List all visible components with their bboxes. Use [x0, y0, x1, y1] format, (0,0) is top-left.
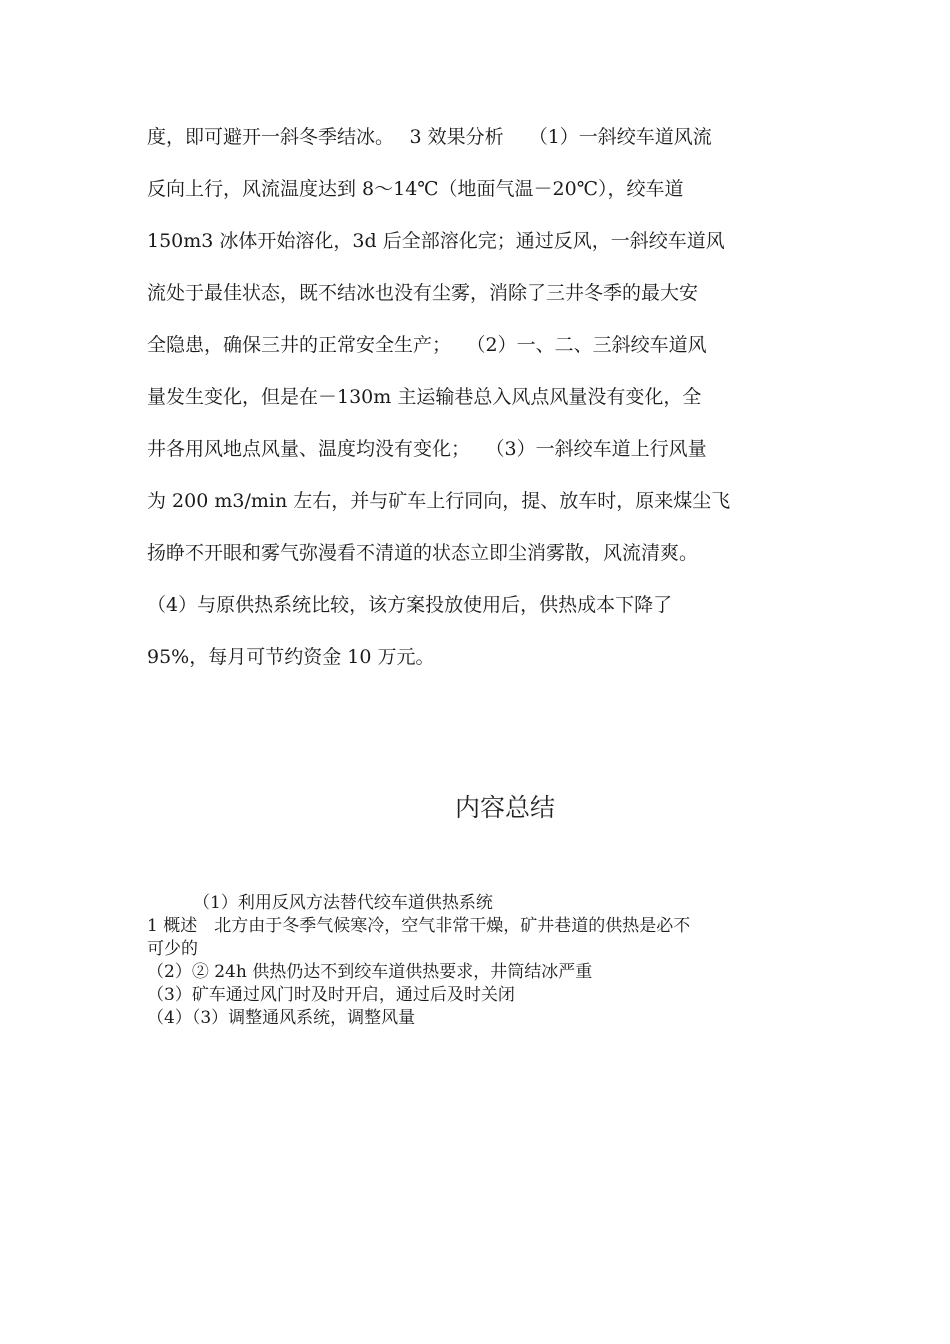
body-line: 度，即可避开一斜冬季结冰。 3 效果分析 （1）一斜绞车道风流	[147, 126, 712, 148]
summary-item: 可少的	[147, 939, 198, 959]
summary-item: （3）矿车通过风门时及时开启，通过后及时关闭	[147, 985, 515, 1005]
body-line: （4）与原供热系统比较，该方案投放使用后，供热成本下降了	[147, 594, 673, 616]
summary-item: 1 概述 北方由于冬季气候寒冷，空气非常干燥，矿井巷道的供热是必不	[147, 916, 691, 936]
body-line: 95%，每月可节约资金 10 万元。	[147, 646, 435, 668]
summary-title: 内容总结	[454, 793, 555, 822]
body-line: 量发生变化，但是在－130m 主运输巷总入风点风量没有变化，全	[147, 386, 702, 408]
body-line: 反向上行，风流温度达到 8～14℃（地面气温－20℃），绞车道	[147, 178, 684, 200]
body-line: 扬睁不开眼和雾气弥漫看不清道的状态立即尘消雾散，风流清爽。	[147, 542, 699, 564]
summary-item: （4）（3）调整通风系统，调整风量	[147, 1008, 416, 1028]
body-line: 为 200 m3/min 左右，并与矿车上行同向，提、放车时，原来煤尘飞	[147, 490, 731, 512]
body-line: 流处于最佳状态，既不结冰也没有尘雾，消除了三井冬季的最大安	[147, 282, 699, 304]
body-line: 全隐患，确保三井的正常安全生产； （2）一、二、三斜绞车道风	[147, 334, 707, 356]
summary-item: （2）② 24h 供热仍达不到绞车道供热要求，井筒结冰严重	[147, 962, 593, 982]
summary-list	[147, 892, 807, 1030]
body-line: 井各用风地点风量、温度均没有变化； （3）一斜绞车道上行风量	[147, 438, 707, 460]
body-line: 150m3 冰体开始溶化，3d 后全部溶化完；通过反风，一斜绞车道风	[147, 230, 725, 252]
body-paragraph	[147, 117, 807, 689]
summary-item: （1）利用反风方法替代绞车道供热系统	[193, 893, 493, 913]
